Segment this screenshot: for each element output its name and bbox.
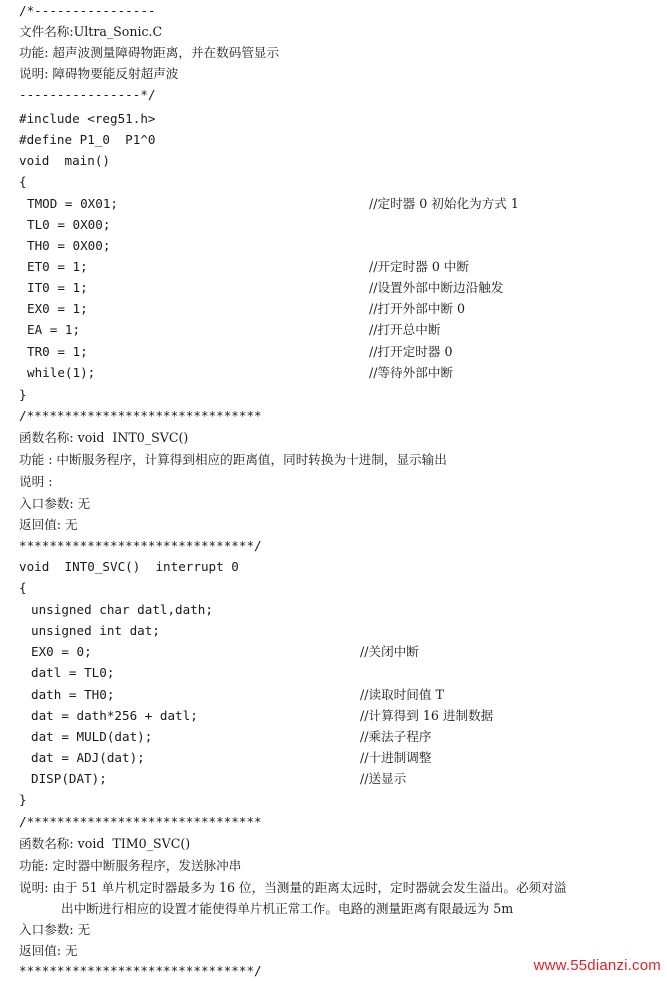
code-statement: dat = MULD(dat); xyxy=(31,729,153,744)
code-statement: while(1); xyxy=(27,365,96,380)
tim0-return: 返回值: 无 xyxy=(19,943,78,958)
code-comment: //开定时器 0 中断 xyxy=(369,259,470,274)
int0-comment-close: *******************************/ xyxy=(19,538,262,553)
header-comment-close: ----------------*/ xyxy=(19,87,156,102)
int0-open-brace: { xyxy=(19,580,27,595)
code-statement: unsigned char datl,dath; xyxy=(31,602,213,617)
header-note: 说明: 障碍物要能反射超声波 xyxy=(19,66,179,81)
code-line xyxy=(31,705,494,726)
code-statement: TR0 = 1; xyxy=(27,344,88,359)
header-function: 功能: 超声波测量障碍物距离，并在数码管显示 xyxy=(19,45,280,60)
int0-note: 说明 : xyxy=(19,474,53,489)
tim0-params: 入口参数: 无 xyxy=(19,922,91,937)
code-statement: EX0 = 1; xyxy=(27,301,88,316)
code-comment: //关闭中断 xyxy=(360,644,419,659)
code-statement: dath = TH0; xyxy=(31,687,115,702)
code-comment: //读取时间值 T xyxy=(360,687,444,702)
define-line: #define P1_0 P1^0 xyxy=(19,132,156,147)
int0-return: 返回值: 无 xyxy=(19,517,78,532)
code-statement: dat = dath*256 + datl; xyxy=(31,708,198,723)
code-comment: //打开定时器 0 xyxy=(369,344,453,359)
code-comment: //计算得到 16 进制数据 xyxy=(360,708,494,723)
code-statement: EA = 1; xyxy=(27,322,81,337)
code-line xyxy=(31,684,444,705)
code-statement: TL0 = 0X00; xyxy=(27,217,111,232)
code-comment: //设置外部中断边沿触发 xyxy=(369,280,504,295)
tim0-comment-open: /******************************* xyxy=(19,814,262,829)
site-watermark: www.55dianzi.com xyxy=(533,957,661,974)
tim0-function-name: 函数名称: void TIM0_SVC() xyxy=(19,836,191,851)
code-statement: IT0 = 1; xyxy=(27,280,88,295)
code-comment: //送显示 xyxy=(360,771,407,786)
tim0-comment-close: *******************************/ xyxy=(19,963,262,978)
code-statement: DISP(DAT); xyxy=(31,771,107,786)
code-line xyxy=(31,726,432,747)
int0-close-brace: } xyxy=(19,792,27,807)
code-comment: //定时器 0 初始化为方式 1 xyxy=(369,196,519,211)
code-line xyxy=(31,620,160,641)
code-line xyxy=(31,641,419,662)
include-line: #include <reg51.h> xyxy=(19,111,156,126)
int0-params: 入口参数: 无 xyxy=(19,496,91,511)
int0-signature: void INT0_SVC() interrupt 0 xyxy=(19,559,239,574)
main-open-brace: { xyxy=(19,174,27,189)
code-line xyxy=(27,214,111,235)
main-close-brace: } xyxy=(19,387,27,402)
code-statement: datl = TL0; xyxy=(31,665,115,680)
code-comment: //打开外部中断 0 xyxy=(369,301,466,316)
code-line xyxy=(31,662,115,683)
code-statement: TH0 = 0X00; xyxy=(27,238,111,253)
code-line xyxy=(27,319,441,340)
code-statement: dat = ADJ(dat); xyxy=(31,750,145,765)
int0-comment-open: /******************************* xyxy=(19,408,262,423)
code-line xyxy=(31,768,407,789)
code-line xyxy=(27,341,453,362)
tim0-function-desc: 功能: 定时器中断服务程序，发送脉冲串 xyxy=(19,858,242,873)
code-comment: //打开总中断 xyxy=(369,322,441,337)
code-line xyxy=(27,298,466,319)
code-comment: //乘法子程序 xyxy=(360,729,432,744)
code-statement: EX0 = 0; xyxy=(31,644,92,659)
tim0-note: 说明: 由于 51 单片机定时器最多为 16 位，当测量的距离太远时，定时器就会发生溢出。必须对溢 xyxy=(19,880,567,895)
tim0-note-continued: 出中断进行相应的设置才能使得单片机正常工作。电路的测量距离有限最远为 5m xyxy=(61,901,514,916)
code-line xyxy=(27,362,454,383)
code-statement: unsigned int dat; xyxy=(31,623,160,638)
code-line xyxy=(27,235,111,256)
code-line xyxy=(31,599,213,620)
main-signature: void main() xyxy=(19,153,110,168)
header-comment-open: /*---------------- xyxy=(19,3,156,18)
code-comment: //等待外部中断 xyxy=(369,365,454,380)
int0-function-name: 函数名称: void INT0_SVC() xyxy=(19,430,189,445)
code-line xyxy=(27,256,470,277)
int0-function-desc: 功能 : 中断服务程序，计算得到相应的距离值，同时转换为十进制，显示输出 xyxy=(19,452,447,467)
code-statement: ET0 = 1; xyxy=(27,259,88,274)
code-line xyxy=(27,277,504,298)
code-statement: TMOD = 0X01; xyxy=(27,196,118,211)
code-line xyxy=(31,747,432,768)
code-line xyxy=(27,193,519,214)
header-file-name: 文件名称:Ultra_Sonic.C xyxy=(19,24,163,39)
code-comment: //十进制调整 xyxy=(360,750,432,765)
